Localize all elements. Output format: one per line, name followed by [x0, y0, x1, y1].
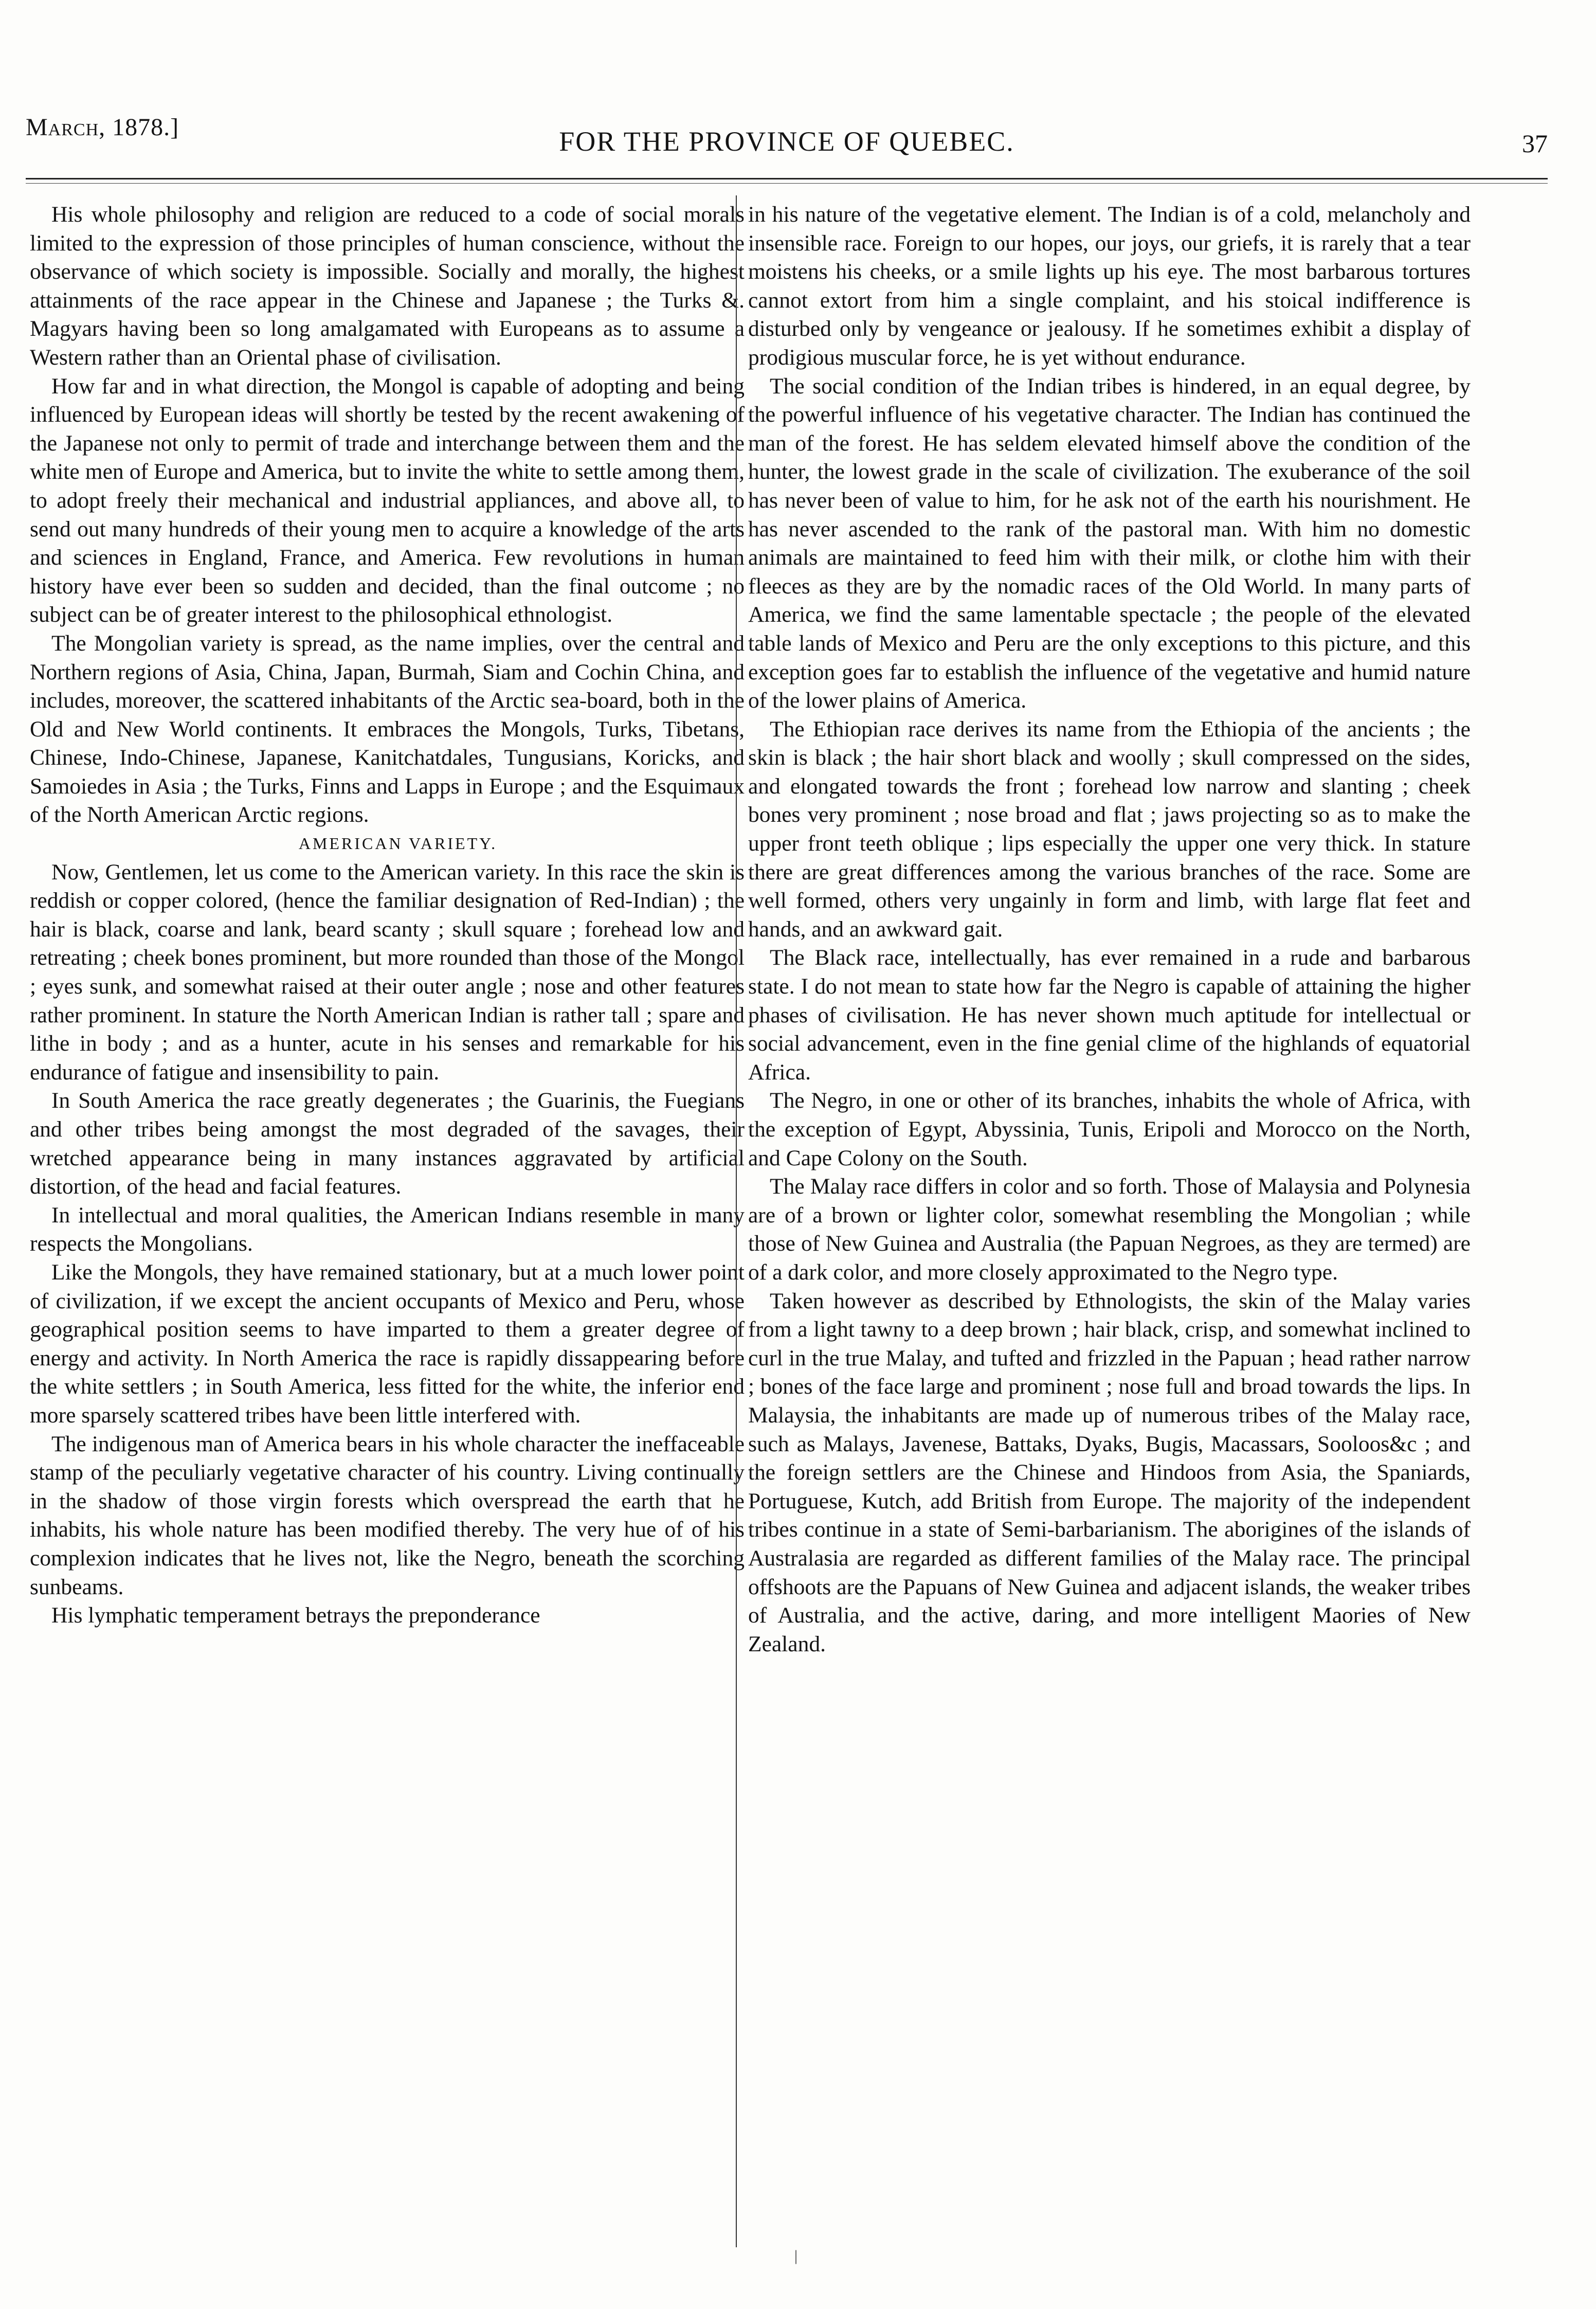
left-column	[30, 201, 745, 1630]
paragraph: The Ethiopian race derives its name from the Ethiopia of the ancients ; the skin is black ; the hair short black and woolly ; skull compressed on the sides, and elongated towards the front ; forehead low narrow and slanting ; cheek bones very prominent ; nose broad and flat ; jaws projecting so as to make the upper front teeth oblique ; lips especially the upper one very thick. In stature there are great differences among the various branches of the race. Some are well formed, others very ungainly in form and limb, with large flat feet and hands, and an awkward gait.	[748, 716, 1471, 942]
paragraph: in his nature of the vegetative element. The Indian is of a cold, melancholy and insensible race. Foreign to our hopes, our joys, our griefs, it is rarely that a tear moistens his cheeks, or a smile lights up his eye. The most barbarous tortures cannot extort from him a single complaint, and his stoical indifference is disturbed only by vengeance or jealousy. If he sometimes exhibit a display of prodigious muscular force, he is yet without endurance.	[748, 202, 1471, 370]
paragraph: The Malay race differs in color and so forth. Those of Malaysia and Polynesia are of a brown or lighter color, somewhat resembling the Mongolian ; while those of New Guinea and Australia (the Papuan Negroes, as they are termed) are of a dark color, and more closely approximated to the Negro type.	[748, 1174, 1471, 1285]
header-rule-thin	[26, 183, 1548, 184]
section-heading: AMERICAN VARIETY.	[298, 834, 498, 853]
page-header	[26, 93, 1548, 170]
paragraph: In intellectual and moral qualities, the American Indians resemble in many respects the Mongolians.	[30, 1202, 745, 1256]
paragraph: The indigenous man of America bears in his whole character the ineffaceable stamp of the peculiarly vegetative character of his country. Living continually in the shadow of those virgin forests which overspread the earth that he inhabits, his whole nature has been modified thereby. The very hue of of his complexion indicates that he lives not, like the Negro, beneath the scorching sunbeams.	[30, 1431, 745, 1599]
paragraph: How far and in what direction, the Mongol is capable of adopting and being influenced by European ideas will shortly be tested by the recent awakening of the Japanese not only to permit of trade and interchange between them and the white men of Europe and America, but to invite the white to settle among them, to adopt freely their mechanical and industrial appliances, and above all, to send out many hundreds of their young men to acquire a knowledge of the arts and sciences in England, France, and America. Few revolutions in human history have ever been so sudden and decided, than the final outcome ; no subject can be of greater interest to the philosophical ethnologist.	[30, 373, 745, 627]
paragraph: His lymphatic temperament betrays the preponderance	[51, 1603, 540, 1628]
page-mark: |	[794, 2247, 798, 2264]
paragraph: The Negro, in one or other of its branches, inhabits the whole of Africa, with the exception of Egypt, Abyssinia, Tunis, Eripoli and Morocco on the North, and Cape Colony on the South.	[748, 1088, 1471, 1170]
paragraph: His whole philosophy and religion are reduced to a code of social morals limited to the expression of those principles of human conscience, without the observance of which society is impossible. Socially and morally, the highest attainments of the race appear in the Chinese and Japanese ; the Turks &. Magyars having been so long amalgamated with Europeans as to assume a Western rather than an Oriental phase of civilisation.	[30, 202, 745, 370]
paragraph: Now, Gentlemen, let us come to the American variety. In this race the skin is reddish or copper colored, (hence the familiar designation of Red-Indian) ; the hair is black, coarse and lank, beard scanty ; skull square ; forehead low and retreating ; cheek bones prominent, but more rounded than those of the Mongol ; eyes sunk, and somewhat raised at their outer angle ; nose and other features rather prominent. In stature the North American Indian is rather tall ; spare and lithe in body ; and as a hunter, acute in his senses and remarkable for his endurance of fatigue and insensibility to pain.	[30, 859, 745, 1085]
header-rule	[26, 178, 1548, 179]
paragraph: Like the Mongols, they have remained stationary, but at a much lower point of civilization, if we except the ancient occupants of Mexico and Peru, whose geographical position seems to have imparted to them a greater degree of energy and activity. In North America the race is rapidly dissappearing before the white settlers ; in South America, less fitted for the white, the inferior end more sparsely scattered tribes have been little interfered with.	[30, 1259, 745, 1428]
issue-date: March, 1878.]	[26, 114, 179, 141]
paragraph: Taken however as described by Ethnologists, the skin of the Malay varies from a light tawny to a deep brown ; hair black, crisp, and somewhat inclined to curl in the true Malay, and tufted and frizzled in the Papuan ; head rather narrow ; bones of the face large and prominent ; nose full and broad towards the lips. In Malaysia, the inhabitants are made up of numerous tribes of the Malay race, such as Malays, Javenese, Battaks, Dyaks, Bugis, Macassars, Sooloos&c ; and the foreign settlers are the Chinese and Hindoos from Asia, the Spaniards, Portuguese, Kutch, add British from Europe. The majority of the independent tribes continue in a state of Semi-barbarianism. The aborigines of the islands of Australasia are regarded as different families of the Malay race. The principal offshoots are the Papuans of New Guinea and adjacent islands, the weaker tribes of Australia, and the active, daring, and more intelligent Maories of New Zealand.	[748, 1288, 1471, 1656]
paragraph: The Mongolian variety is spread, as the name implies, over the central and Northern regions of Asia, China, Japan, Burmah, Siam and Cochin China, and includes, moreover, the scattered inhabitants of the Arctic sea-board, both in the Old and New World continents. It embraces the Mongols, Turks, Tibetans, Chinese, Indo-Chinese, Japanese, Kanitchatdales, Tungusians, Koricks, and Samoiedes in Asia ; the Turks, Finns and Lapps in Europe ; and the Esquimaux of the North American Arctic regions.	[30, 630, 745, 827]
page-number: 37	[1522, 129, 1548, 158]
running-title: FOR THE PROVINCE OF QUEBEC.	[559, 126, 1014, 157]
paragraph: The Black race, intellectually, has ever remained in a rude and barbarous state. I do not mean to state how far the Negro is capable of attaining the higher phases of civilisation. He has never shown much aptitude for intellectual or social advancement, even in the fine genial clime of the highlands of equatorial Africa.	[748, 945, 1471, 1085]
column-divider	[736, 195, 737, 2247]
right-column	[748, 201, 1471, 1658]
paragraph: The social condition of the Indian tribes is hindered, in an equal degree, by the powerful influence of his vegetative character. The Indian has continued the man of the forest. He has seldem elevated himself above the condition of the hunter, the lowest grade in the scale of civilization. The exuberance of the soil has never been of value to him, for he ask not of the earth his nourishment. He has never ascended to the rank of the pastoral man. With him no domestic animals are maintained to feed him with their milk, or clothe him with their fleeces as they are by the nomadic races of the Old World. In many parts of America, we find the same lamentable spectacle ; the people of the elevated table lands of Mexico and Peru are the only exceptions to this picture, and this exception goes far to establish the influence of the vegetative and humid nature of the lower plains of America.	[748, 373, 1471, 713]
paragraph: In South America the race greatly degenerates ; the Guarinis, the Fuegians and other tribes being amongst the most degraded of the savages, their wretched appearance being in many instances aggravated by artificial distortion, of the head and facial features.	[30, 1088, 745, 1199]
